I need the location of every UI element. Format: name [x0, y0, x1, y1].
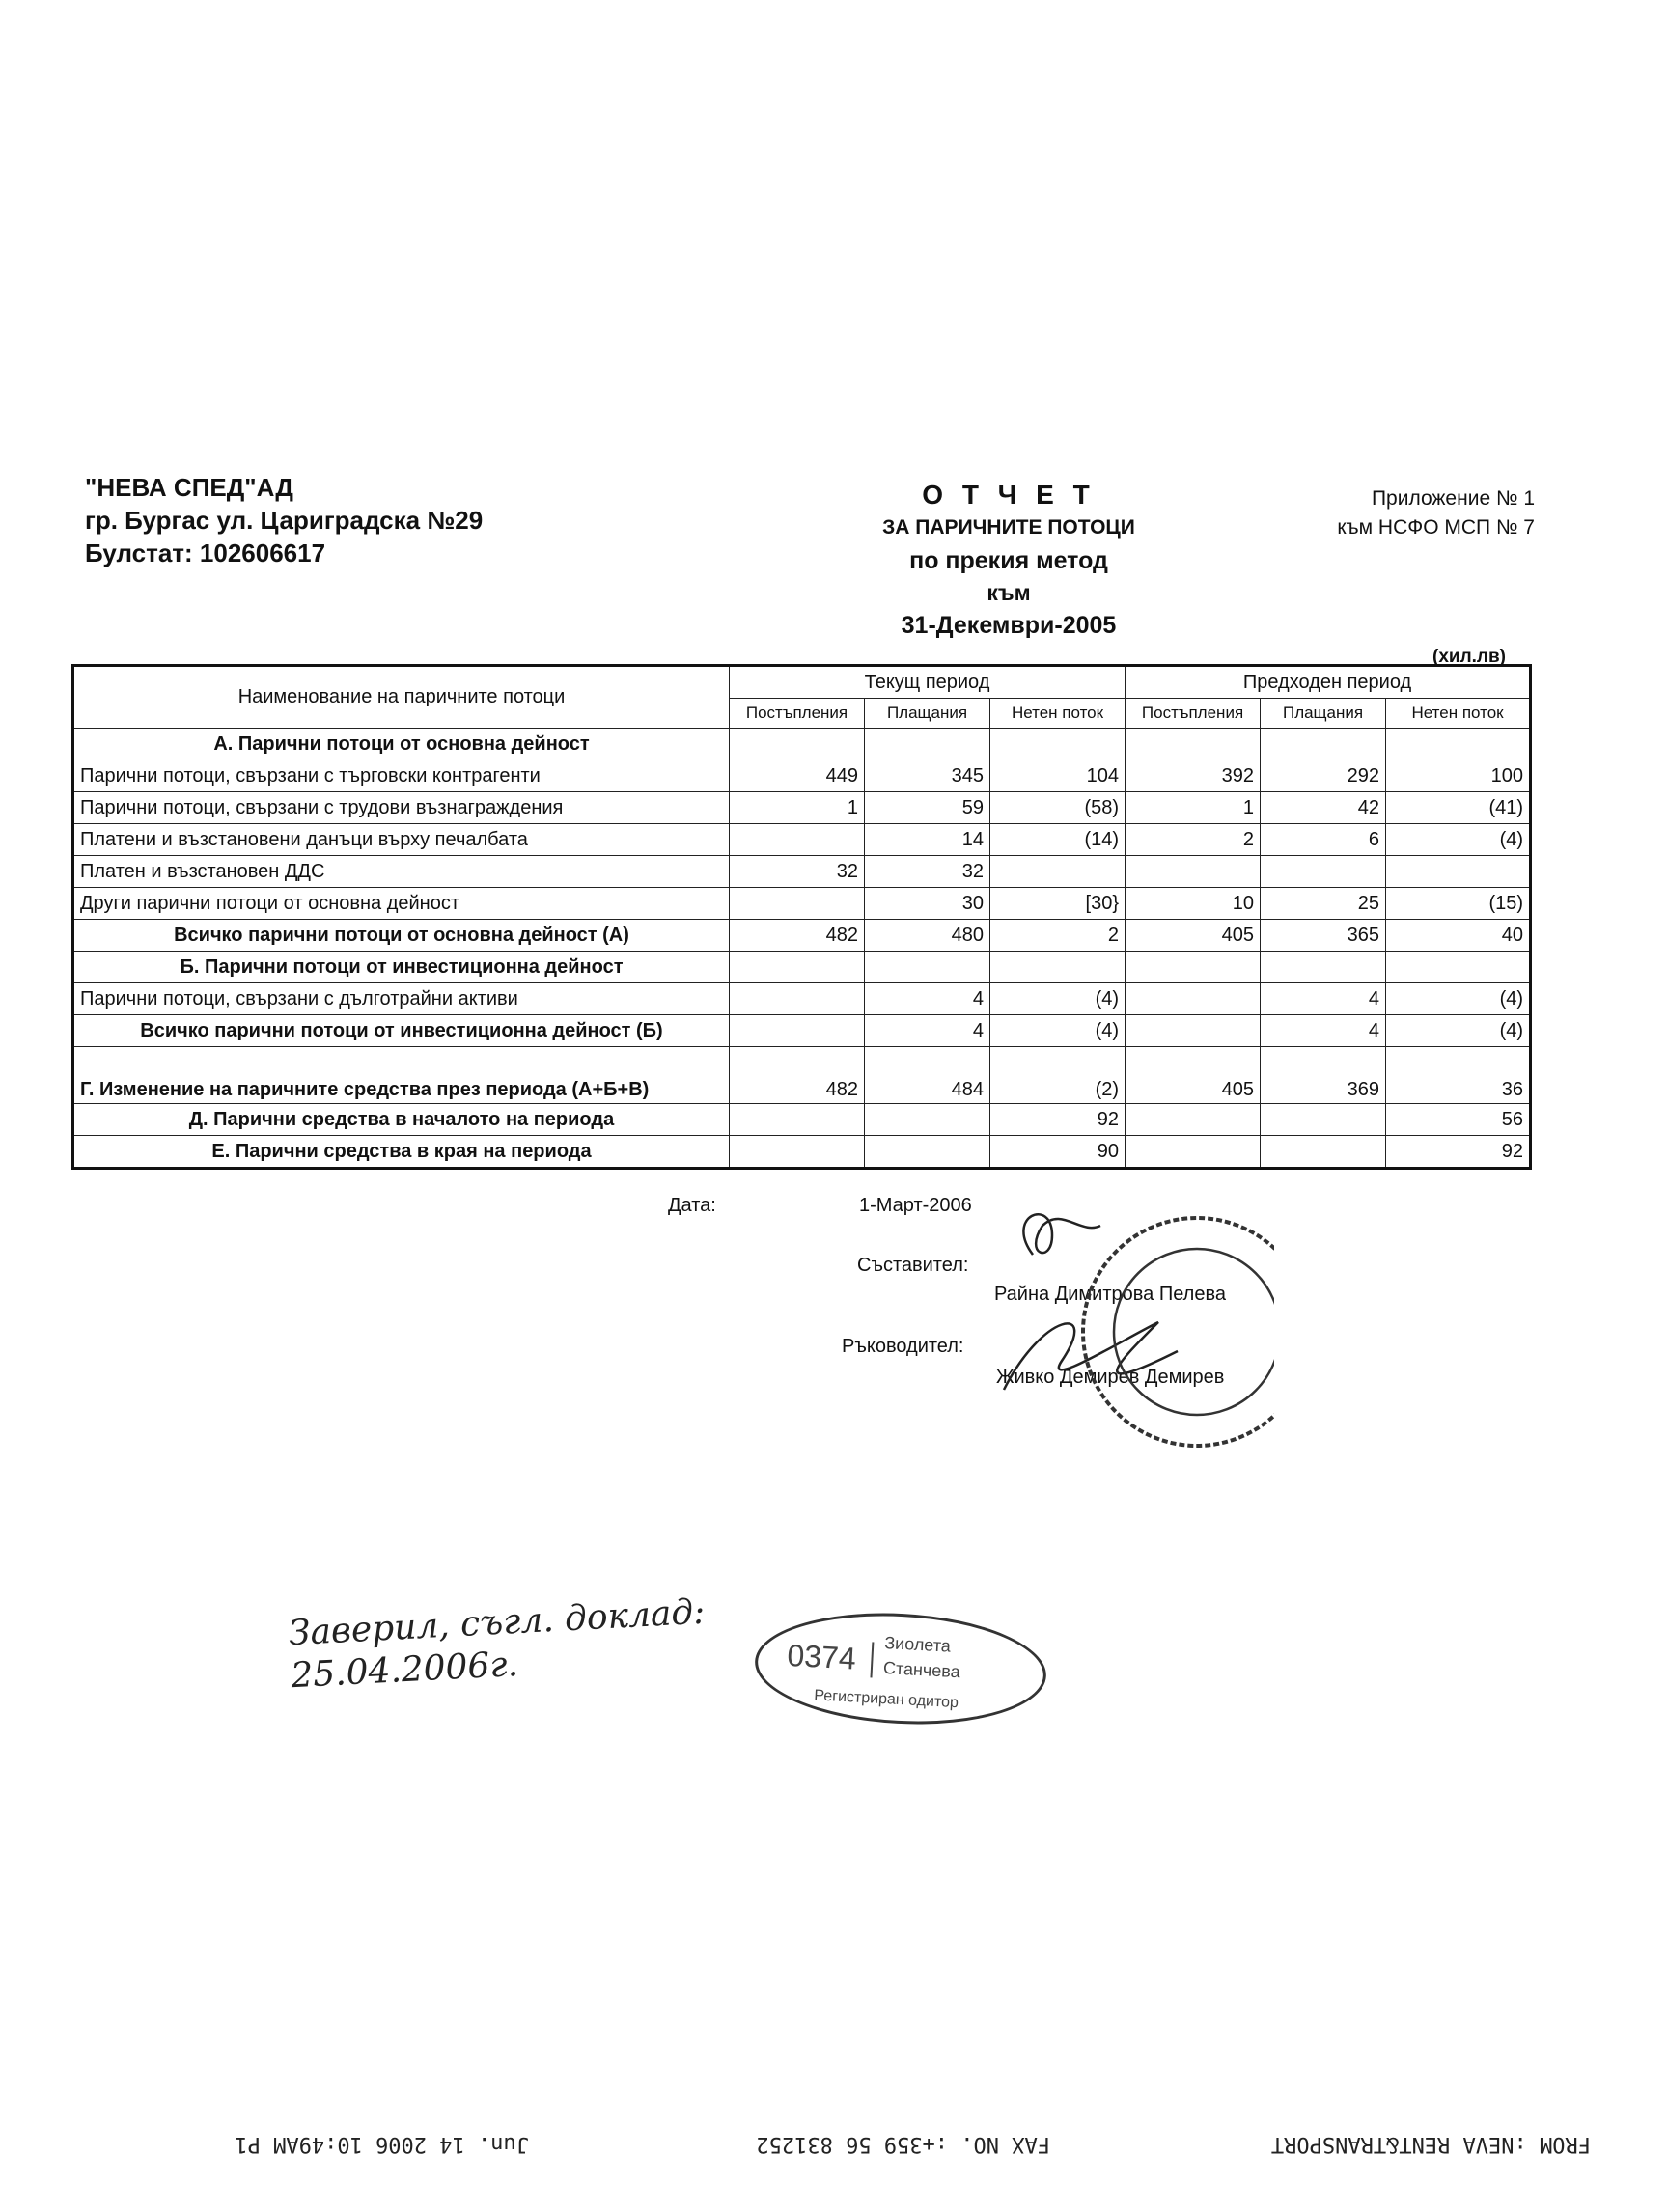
- row-label: Платени и възстановени данъци върху печалбата: [73, 824, 730, 856]
- value-cell: 1: [730, 792, 865, 824]
- row-label: Е. Парични средства в края на периода: [73, 1136, 730, 1169]
- manager-name: Живко Демирев Демирев: [996, 1367, 1225, 1388]
- value-cell: (4): [990, 983, 1126, 1015]
- value-cell: (4): [990, 1015, 1126, 1047]
- value-cell: 6: [1261, 824, 1386, 856]
- signatures-and-company-seal: [965, 1197, 1274, 1448]
- value-cell: 365: [1261, 920, 1386, 952]
- value-cell: 30: [865, 888, 990, 920]
- compiler-signature: [1023, 1214, 1100, 1255]
- value-cell: 14: [865, 824, 990, 856]
- table-row: [73, 1104, 1531, 1136]
- value-cell: 4: [1261, 983, 1386, 1015]
- company-name: "НЕВА СПЕД"АД: [85, 473, 293, 502]
- table-row: [73, 856, 1531, 888]
- auditor-number: 0374: [787, 1638, 875, 1678]
- table-row: [73, 824, 1531, 856]
- auditor-role: Регистриран одитор: [813, 1687, 959, 1712]
- value-cell: [730, 1104, 865, 1136]
- value-cell: 480: [865, 920, 990, 952]
- value-cell: [1261, 729, 1386, 760]
- row-label: Г. Изменение на паричните средства през периода (А+Б+В): [73, 1047, 730, 1104]
- value-cell: [865, 1104, 990, 1136]
- value-cell: [1126, 1104, 1261, 1136]
- fax-time: Jun. 14 2006 10:49AM P1: [235, 2132, 529, 2156]
- table-row: [73, 952, 1531, 983]
- value-cell: [730, 729, 865, 760]
- value-cell: [1261, 1136, 1386, 1169]
- row-label: Д. Парични средства в началото на периода: [73, 1104, 730, 1136]
- value-cell: [730, 824, 865, 856]
- value-cell: 4: [865, 1015, 990, 1047]
- auditor-name1: Зиолета: [883, 1633, 952, 1656]
- row-label: Б. Парични потоци от инвестиционна дейност: [73, 952, 730, 983]
- value-cell: [990, 729, 1126, 760]
- value-cell: 405: [1126, 1047, 1261, 1104]
- value-cell: 4: [865, 983, 990, 1015]
- row-label: Платен и възстановен ДДС: [73, 856, 730, 888]
- row-label: Парични потоци, свързани с търговски контрагенти: [73, 760, 730, 792]
- manager-signature: [1004, 1322, 1178, 1390]
- value-cell: [30}: [990, 888, 1126, 920]
- value-cell: 42: [1261, 792, 1386, 824]
- appendix-line1: Приложение № 1: [1371, 487, 1535, 510]
- cash-flow-table: [71, 664, 1532, 1170]
- value-cell: [1386, 729, 1531, 760]
- row-label: А. Парични потоци от основна дейност: [73, 729, 730, 760]
- compiler-name: Райна Димитрова Пелева: [994, 1284, 1226, 1305]
- subheader-cell: Постъпления: [730, 699, 865, 729]
- value-cell: 1: [1126, 792, 1261, 824]
- report-title: О Т Ч Е Т: [922, 480, 1096, 510]
- appendix-note: [1245, 484, 1535, 542]
- company-address: гр. Бургас ул. Цариградска №29: [85, 506, 484, 535]
- value-cell: (4): [1386, 824, 1531, 856]
- value-cell: (4): [1386, 1015, 1531, 1047]
- value-cell: (4): [1386, 983, 1531, 1015]
- value-cell: 482: [730, 1047, 865, 1104]
- value-cell: [865, 952, 990, 983]
- column-header-name: Наименование на паричните потоци: [73, 666, 730, 729]
- report-subtitle: ЗА ПАРИЧНИТЕ ПОТОЦИ: [882, 516, 1135, 539]
- row-label: Всичко парични потоци от основна дейност (А): [73, 920, 730, 952]
- table-row: [73, 888, 1531, 920]
- report-title-block: [811, 479, 1207, 643]
- value-cell: (41): [1386, 792, 1531, 824]
- value-cell: (2): [990, 1047, 1126, 1104]
- compiler-label: Съставител:: [857, 1255, 969, 1276]
- value-cell: 449: [730, 760, 865, 792]
- value-cell: 292: [1261, 760, 1386, 792]
- table-header-row: [73, 666, 1531, 699]
- value-cell: 345: [865, 760, 990, 792]
- value-cell: [1386, 952, 1531, 983]
- value-cell: (15): [1386, 888, 1531, 920]
- table-row: [73, 1015, 1531, 1047]
- subheader-cell: Плащания: [865, 699, 990, 729]
- row-label: Други парични потоци от основна дейност: [73, 888, 730, 920]
- units-label: (хил.лв): [1432, 647, 1506, 667]
- value-cell: 100: [1386, 760, 1531, 792]
- value-cell: [730, 888, 865, 920]
- value-cell: [730, 1136, 865, 1169]
- table-row: [73, 760, 1531, 792]
- value-cell: 10: [1126, 888, 1261, 920]
- value-cell: 32: [730, 856, 865, 888]
- value-cell: 482: [730, 920, 865, 952]
- value-cell: [730, 1015, 865, 1047]
- report-method: по прекия метод: [909, 547, 1108, 574]
- subheader-cell: Постъпления: [1126, 699, 1261, 729]
- fax-number: FAX NO. :+359 56 831252: [756, 2132, 1050, 2156]
- value-cell: 59: [865, 792, 990, 824]
- table-row: [73, 792, 1531, 824]
- company-header: [85, 471, 483, 569]
- value-cell: 40: [1386, 920, 1531, 952]
- column-header-previous: Предходен период: [1126, 666, 1531, 699]
- value-cell: 392: [1126, 760, 1261, 792]
- value-cell: 25: [1261, 888, 1386, 920]
- date-label: Дата:: [668, 1195, 716, 1216]
- value-cell: [1126, 729, 1261, 760]
- value-cell: 484: [865, 1047, 990, 1104]
- value-cell: 92: [990, 1104, 1126, 1136]
- value-cell: [1126, 983, 1261, 1015]
- value-cell: 56: [1386, 1104, 1531, 1136]
- value-cell: 369: [1261, 1047, 1386, 1104]
- value-cell: [1126, 952, 1261, 983]
- fax-from: FROM :NEVA RENT&TRANSPORT: [1270, 2132, 1591, 2156]
- table-row: [73, 983, 1531, 1015]
- table-row: [73, 920, 1531, 952]
- table-row: [73, 729, 1531, 760]
- manager-label: Ръководител:: [842, 1336, 964, 1357]
- column-header-current: Текущ период: [730, 666, 1126, 699]
- value-cell: [1261, 856, 1386, 888]
- value-cell: 104: [990, 760, 1126, 792]
- subheader-cell: Плащания: [1261, 699, 1386, 729]
- row-label: Всичко парични потоци от инвестиционна дейност (Б): [73, 1015, 730, 1047]
- value-cell: [865, 729, 990, 760]
- appendix-line2: към НСФО МСП № 7: [1337, 516, 1535, 539]
- handwritten-line2: 25.04.2006г.: [290, 1644, 519, 1697]
- company-bulstat: Булстат: 102606617: [85, 539, 326, 567]
- value-cell: (58): [990, 792, 1126, 824]
- value-cell: [990, 952, 1126, 983]
- subheader-cell: Нетен поток: [1386, 699, 1531, 729]
- value-cell: 90: [990, 1136, 1126, 1169]
- table-row: [73, 1047, 1531, 1104]
- subheader-cell: Нетен поток: [990, 699, 1126, 729]
- table-row: [73, 1136, 1531, 1169]
- value-cell: 2: [990, 920, 1126, 952]
- report-date: 31-Декември-2005: [901, 612, 1117, 639]
- value-cell: 2: [1126, 824, 1261, 856]
- row-label: Парични потоци, свързани с дълготрайни активи: [73, 983, 730, 1015]
- value-cell: 405: [1126, 920, 1261, 952]
- row-label: Парични потоци, свързани с трудови възнаграждения: [73, 792, 730, 824]
- handwritten-certification: [288, 1591, 709, 1698]
- value-cell: 92: [1386, 1136, 1531, 1169]
- value-cell: [730, 952, 865, 983]
- auditor-name2: Станчева: [882, 1658, 961, 1682]
- value-cell: [1386, 856, 1531, 888]
- report-to: към: [987, 580, 1031, 605]
- auditor-stamp: [752, 1606, 1049, 1731]
- value-cell: [1126, 1015, 1261, 1047]
- value-cell: [990, 856, 1126, 888]
- value-cell: [1261, 952, 1386, 983]
- value-cell: 32: [865, 856, 990, 888]
- date-value: 1-Март-2006: [859, 1195, 972, 1216]
- value-cell: [865, 1136, 990, 1169]
- value-cell: 36: [1386, 1047, 1531, 1104]
- value-cell: 4: [1261, 1015, 1386, 1047]
- value-cell: [1126, 1136, 1261, 1169]
- value-cell: (14): [990, 824, 1126, 856]
- handwritten-line1: Заверил, съгл. доклад:: [288, 1591, 707, 1654]
- value-cell: [1126, 856, 1261, 888]
- value-cell: [730, 983, 865, 1015]
- value-cell: [1261, 1104, 1386, 1136]
